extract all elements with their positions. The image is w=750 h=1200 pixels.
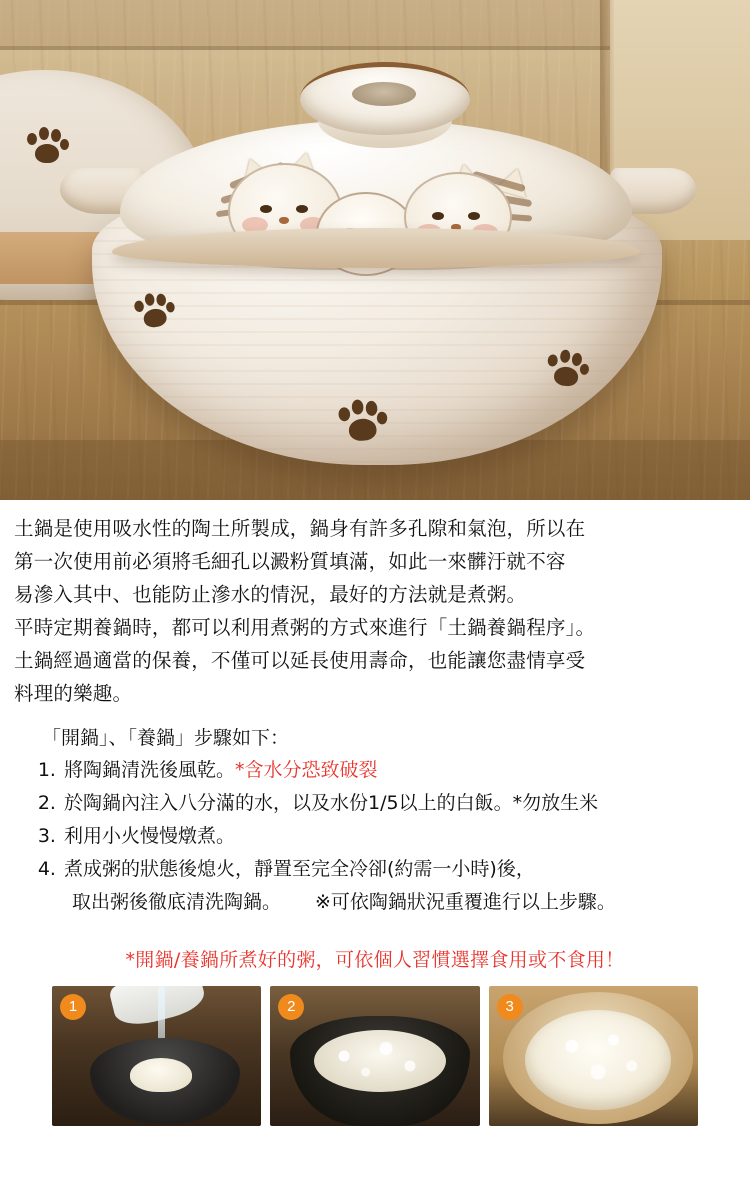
step-4-line-2 xyxy=(72,886,736,919)
step-photo-boiling[interactable] xyxy=(270,986,479,1126)
step-photo-pour-water[interactable] xyxy=(52,986,261,1126)
pot-lid-edge xyxy=(112,228,640,268)
intro-line-6: 料理的樂趣。 xyxy=(14,682,133,705)
steps-list xyxy=(40,754,736,919)
porridge-foam xyxy=(533,1016,663,1102)
step-4-note: ※可依陶鍋狀況重覆進行以上步驟。 xyxy=(315,891,616,913)
step-4-text: 煮成粥的狀態後熄火，靜置至完全冷卻(約需一小時)後， xyxy=(64,858,535,880)
step-badge-2: 2 xyxy=(278,994,304,1020)
intro-line-5: 土鍋經過適當的保養，不僅可以延長使用壽命，也能讓您盡情享受 xyxy=(14,649,586,672)
intro-line-1: 土鍋是使用吸水性的陶土所製成，鍋身有許多孔隙和氣泡，所以在 xyxy=(14,517,586,540)
list-item xyxy=(62,787,736,820)
highlight-note: *開鍋/養鍋所煮好的粥，可依個人習慣選擇食用或不食用！ xyxy=(125,949,625,971)
intro-line-3: 易滲入其中、也能防止滲水的情況，最好的方法就是煮粥。 xyxy=(14,583,527,606)
steps-heading: 「開鍋」、「養鍋」步驟如下： xyxy=(42,727,290,749)
intro-line-4: 平時定期養鍋時，都可以利用煮粥的方式來進行「土鍋養鍋程序」。 xyxy=(14,616,596,639)
list-item xyxy=(62,754,736,787)
step-photo-porridge[interactable] xyxy=(489,986,698,1126)
step-photo-gallery xyxy=(0,972,750,1126)
article-content xyxy=(0,500,750,972)
cooked-rice xyxy=(130,1058,192,1092)
list-item xyxy=(62,820,736,853)
pot-lid-steam-hole xyxy=(352,82,416,106)
intro-paragraph xyxy=(14,508,736,710)
paw-print-icon xyxy=(131,288,178,331)
paw-print-icon xyxy=(335,395,389,444)
bubbles xyxy=(320,1036,440,1086)
step-badge-3: 3 xyxy=(497,994,523,1020)
step-1-text: 將陶鍋清洗後風乾。 xyxy=(64,759,236,781)
step-3-text: 利用小火慢慢燉煮。 xyxy=(64,825,236,847)
hero-product-photo xyxy=(0,0,750,500)
step-1-warning: *含水分恐致破裂 xyxy=(235,759,378,781)
paw-print-icon xyxy=(543,346,591,390)
list-item xyxy=(62,853,736,919)
intro-line-2: 第一次使用前必須將毛細孔以澱粉質填滿，如此一來髒汙就不容 xyxy=(14,550,566,573)
step-2-text: 於陶鍋內注入八分滿的水，以及水份1/5以上的白飯。*勿放生米 xyxy=(64,792,599,814)
paw-print-icon xyxy=(25,125,69,165)
step-4-line-2-text: 取出粥後徹底清洗陶鍋。 xyxy=(72,891,282,913)
step-badge-1: 1 xyxy=(60,994,86,1020)
